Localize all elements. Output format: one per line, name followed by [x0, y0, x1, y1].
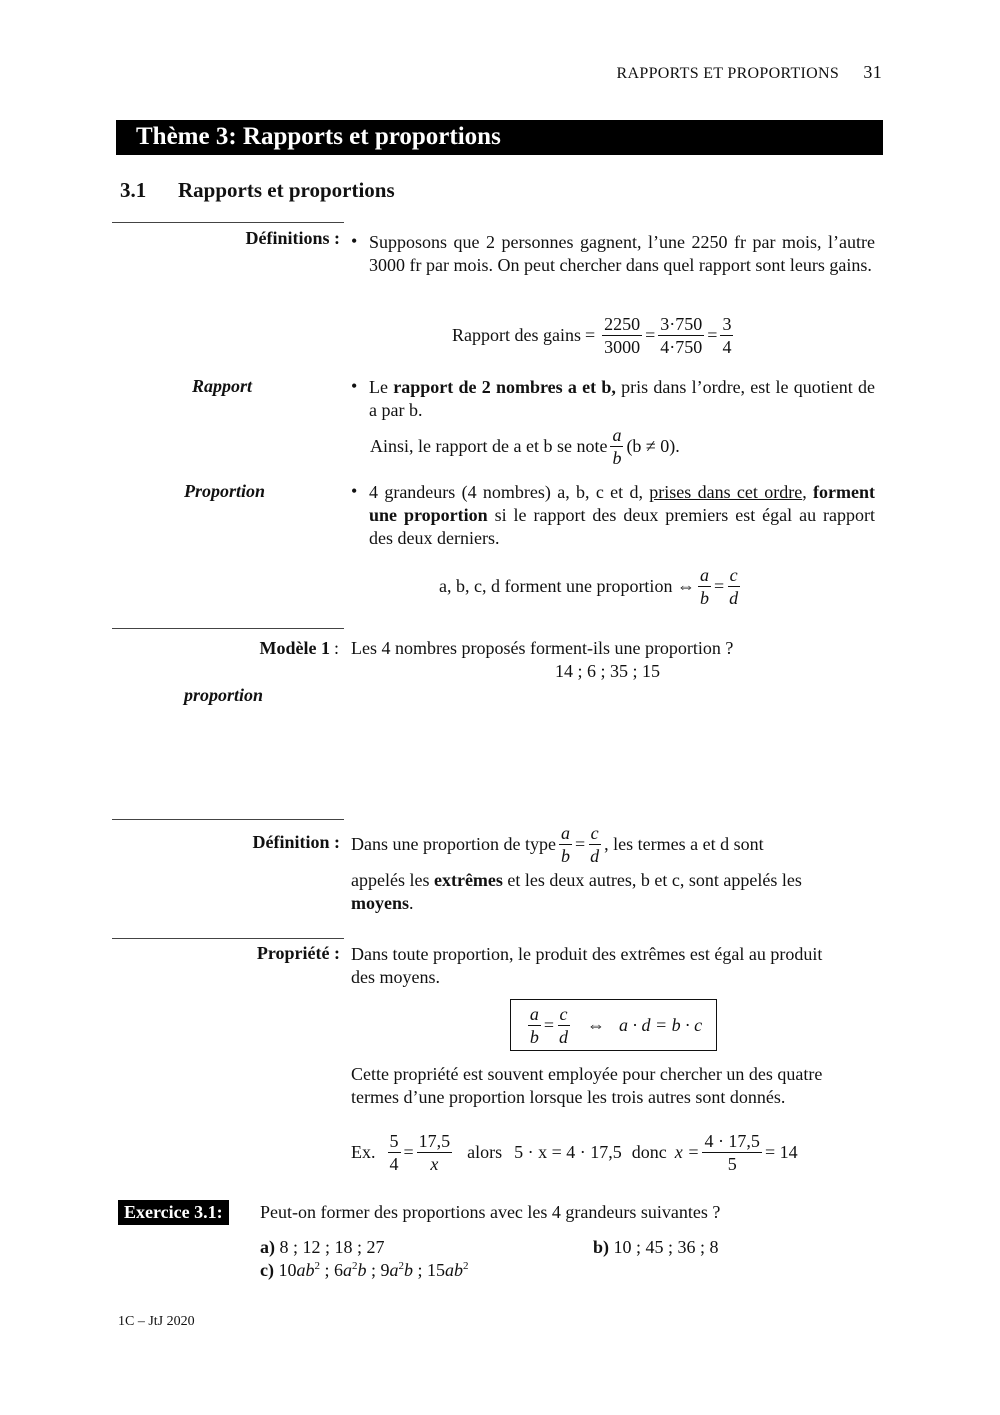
modele-label: Modèle 1 [259, 638, 330, 658]
divider-rule [112, 819, 344, 820]
bullet-dot: • [351, 481, 358, 501]
bullet-dot: • [351, 231, 358, 251]
fraction: $\frac{17,5}{x}$ [418, 1131, 451, 1174]
definitions-intro: Supposons que 2 personnes gagnent, l’une 2250 fr par mois, l’autre 3000 fr par mois. On peut chercher dans quel rapport sont leurs gains. [369, 232, 875, 275]
running-header [617, 62, 882, 83]
margin-note-proportion-2: proportion [184, 685, 264, 705]
ainsi-text: Ainsi, le rapport de a et b se note [370, 436, 608, 456]
definition-line-3: moyens. [351, 893, 414, 913]
margin-note-rapport: Rapport [192, 376, 253, 396]
margin-note-proportion: Proportion [184, 481, 266, 501]
product-equality: a · d = b · c [619, 1014, 703, 1035]
example-label: Ex. [351, 1142, 376, 1162]
property-box: $\frac{a}{b}$ = $\frac{c}{d}$ ⇔ a · d = b · c [510, 999, 717, 1051]
definition-line-1: Dans une proportion de type $\frac{a}{b}$ = $\frac{c}{d}$ , les termes a et d sont [351, 823, 764, 866]
fraction: $\frac{3\cdot 750}{4\cdot 750}$ [660, 314, 703, 357]
page-number: 31 [863, 62, 882, 82]
proportion-definition: 4 grandeurs (4 nombres) a, b, c et d, prises dans cet ordre, forment une proportion si le rapport des deux premiers est égal au rapport des deux derniers. [369, 482, 876, 548]
theme-title-bar [116, 120, 883, 155]
definitions-label: Définitions : [245, 228, 340, 248]
running-title: RAPPORTS ET PROPORTIONS [616, 65, 840, 82]
fraction: $\frac{a}{b}$ [529, 1003, 539, 1047]
fraction: $\frac{a}{b}$ [560, 823, 570, 866]
divider-rule [112, 938, 344, 939]
rapport-definition: Le rapport de 2 nombres a et b, pris dans l’ordre, est le quotient de a par b. [369, 377, 875, 420]
fraction: $\frac{a}{b}$ [699, 565, 709, 608]
ainsi-condition: (b ≠ 0). [626, 436, 680, 456]
example-line: Ex. $\frac{5}{4}$ = $\frac{17,5}{x}$ alors 5 · x = 4 · 17,5 donc x = $\frac{4 \cdot 17,5}{5}$ = 14 [351, 1131, 798, 1174]
fraction: $\frac{c}{d}$ [559, 1003, 568, 1047]
definition-line-2: appelés les extrêmes et les deux autres, b et c, sont appelés les [351, 870, 802, 890]
fraction: $\frac{c}{d}$ [590, 823, 600, 866]
equivalence-symbol: ⇔ [587, 1014, 605, 1035]
divider-rule [112, 222, 344, 223]
theme-title: Thème 3: Rapports et proportions [136, 123, 501, 150]
modele-question: Les 4 nombres proposés forment-ils une proportion ? [351, 638, 734, 658]
ratio-label: Rapport des gains [452, 325, 581, 345]
fraction: $\frac{a}{b}$ [612, 425, 622, 468]
propriete-usage: Cette propriété est souvent employée pour chercher un des quatre termes d’une proportion lorsque les trois autres sont donnés. [351, 1064, 823, 1107]
fraction: $\frac{3}{4}$ [722, 314, 732, 357]
bullet-dot: • [351, 376, 358, 396]
propriete-text: Dans toute proportion, le produit des extrêmes est égal au produit des moyens. [351, 944, 823, 987]
ratio-formula: Rapport des gains = $\frac{2250}{3000}$ = $\frac{3\cdot 750}{4\cdot 750}$ = $\frac{3}{4}$ [452, 314, 732, 357]
definition-label: Définition : [252, 832, 340, 852]
fraction: $\frac{c}{d}$ [729, 565, 739, 608]
divider-rule [112, 628, 344, 629]
exercise-tag: Exercice 3.1: [118, 1200, 229, 1225]
fraction: $\frac{4 \cdot 17,5}{5}$ [704, 1131, 760, 1174]
proportion-formula: a, b, c, d forment une proportion ⇔ $\frac{a}{b}$ = $\frac{c}{d}$ [439, 565, 739, 608]
rapport-notation [370, 424, 680, 469]
section-title: Rapports et proportions [178, 178, 395, 202]
modele-colon: : [334, 638, 340, 658]
fraction: $\frac{2250}{3000}$ [604, 314, 641, 357]
propriete-label: Propriété : [256, 943, 340, 963]
section-number: 3.1 [120, 178, 147, 202]
footer-text: 1C – JtJ 2020 [118, 1314, 195, 1329]
proportion-formula-text: a, b, c, d forment une proportion ⇔ [439, 576, 695, 596]
exercise-item-b: b) 10 ; 45 ; 36 ; 8 [593, 1237, 719, 1257]
fraction: $\frac{5}{4}$ [389, 1131, 399, 1174]
exercise-item-a: a) 8 ; 12 ; 18 ; 27 [260, 1237, 385, 1257]
exercise-item-c: c) $10ab^2$ ; $6a^2b$ ; $9a^2b$ ; $15ab^2$ [260, 1260, 469, 1280]
exercise-question: Peut-on former des proportions avec les 4 grandeurs suivantes ? [260, 1202, 721, 1222]
modele-numbers: 14 ; 6 ; 35 ; 15 [555, 661, 661, 681]
